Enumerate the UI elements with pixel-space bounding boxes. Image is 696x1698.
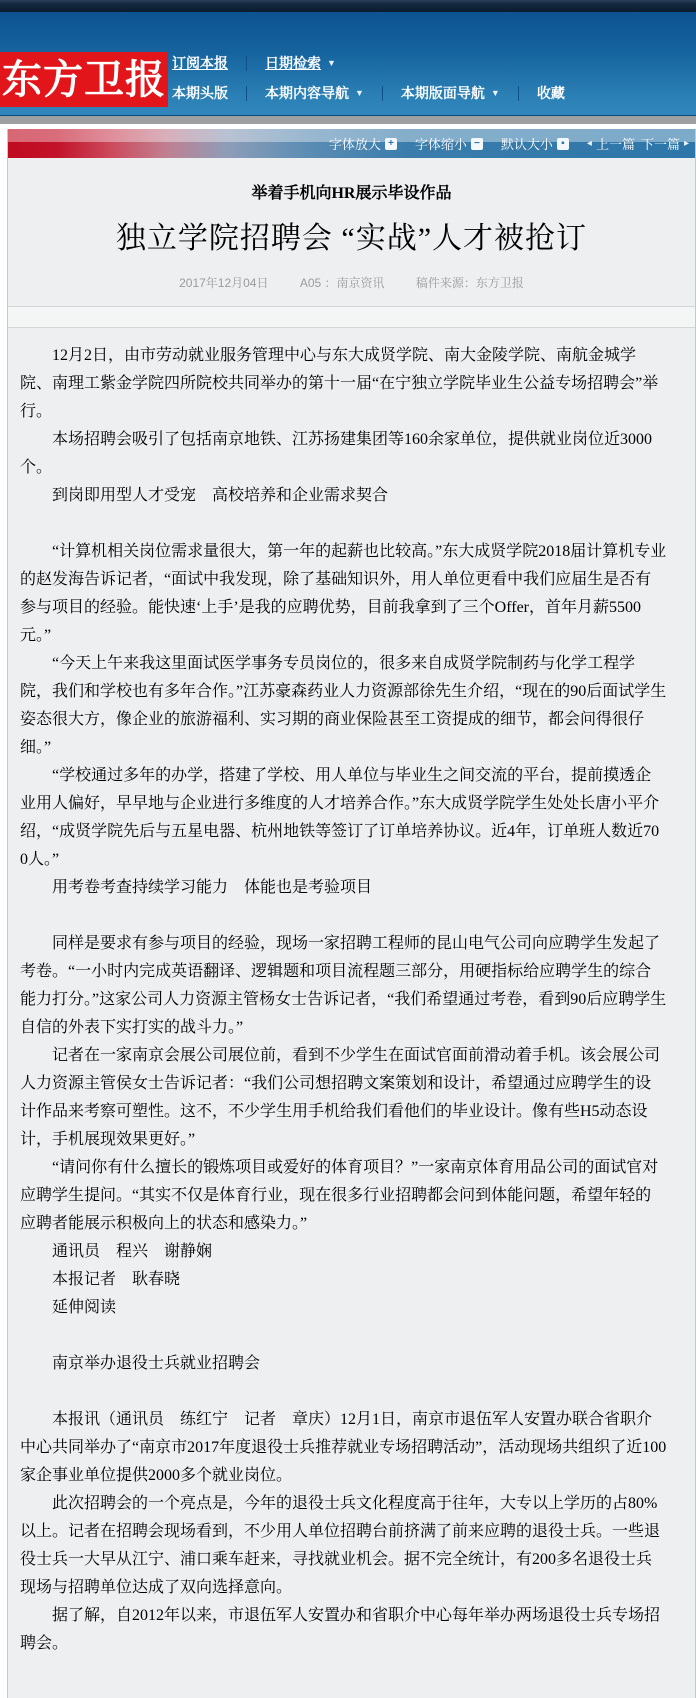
article-section: A05 ：南京资讯 (299, 276, 385, 290)
article-paragraph: 本报记者 耿春晓 (52, 1271, 181, 1288)
article-paragraph: 用考卷考查持续学习能力 体能也是考验项目 (52, 879, 373, 896)
font-default-button[interactable] (501, 134, 569, 153)
nav-layout-guide[interactable]: 本期版面导航 (400, 85, 485, 101)
article-toolbar (8, 129, 695, 158)
article-kicker: 举着手机向HR展示毕设作品 (251, 185, 452, 202)
nav-front-page[interactable]: 本期头版 (172, 85, 228, 101)
article-paragraph: 12月2日，由市劳动就业服务管理中心与东大成贤学院、南大金陵学院、南航金城学院、南理工紫金学院四所院校共同举办的第十一届“在宁独立学院毕业生公益专场招聘会”举行。 (20, 347, 659, 420)
nav-row-1 (172, 48, 565, 78)
minus-box-icon: − (471, 138, 483, 150)
article-paragraph: 同样是要求有参与项目的经验，现场一家招聘工程师的昆山电气公司向应聘学生发起了考卷。“一小时内完成英语翻译、逻辑题和项目流程题三部分，用硬指标给应聘学生的综合能力打分。”这家公司人力资源主管杨女士告诉记者，“我们希望通过考卷，看到90后应聘学生自信的外表下实打实的战斗力。” (20, 935, 667, 1036)
chevron-down-icon[interactable]: ▼ (490, 88, 500, 98)
nav-content-guide[interactable]: 本期内容导航 (265, 85, 349, 101)
next-article-label: 下一篇 (640, 137, 680, 152)
nav-divider (382, 86, 383, 101)
article-paragraph: 南京举办退役士兵就业招聘会 (52, 1355, 261, 1372)
arrow-right-icon: ▸ (683, 138, 689, 149)
arrow-left-icon: ◂ (586, 138, 592, 149)
nav-subscribe[interactable]: 订阅本报 (172, 55, 228, 71)
font-enlarge-button[interactable] (329, 134, 397, 153)
article-paragraph: 本场招聘会吸引了包括南京地铁、江苏扬建集团等160余家单位，提供就业岗位近3000个。 (20, 431, 653, 476)
article-paragraph: 据了解，自2012年以来，市退伍军人安置办和省职介中心每年举办两场退役士兵专场招聘会。 (20, 1607, 661, 1652)
article-paragraph: “计算机相关岗位需求量很大，第一年的起薪也比较高。”东大成贤学院2018届计算机专业的赵发海告诉记者，“面试中我发现，除了基础知识外，用人单位更看中我们应届生是否有参与项目的经验。能快速‘上手’是我的应聘优势，目前我拿到了三个Offer，首年月薪5500元。” (20, 543, 667, 644)
nav-divider (518, 86, 519, 101)
article-page-container (7, 129, 696, 1698)
article-paragraph: “请问你有什么擅长的锻炼项目或爱好的体育项目？”一家南京体育用品公司的面试官对应聘学生提问。“其实不仅是体育行业，现在很多行业招聘都会问到体能问题，希望年轻的应聘者能展示积极向上的状态和感染力。” (20, 1159, 659, 1232)
chevron-down-icon[interactable]: ▼ (355, 88, 364, 98)
article-title: 独立学院招聘会 “实战”人才被抢订 (115, 222, 588, 255)
site-header (0, 0, 696, 116)
article-source: 稿件来源：东方卫报 (415, 276, 524, 290)
article-paragraph: “今天上午来我这里面试医学事务专员岗位的，很多来自成贤学院制药与化学工程学院，我们和学校也有多年合作。”江苏豪森药业人力资源部徐先生介绍，“现在的90后面试学生姿态很大方，像企业的旅游福利、实习期的商业保险甚至工资提成的细节，都会问得很仔细。” (20, 655, 667, 756)
header-nav (172, 48, 565, 108)
plus-box-icon: + (385, 138, 397, 150)
nav-divider (246, 86, 247, 101)
nav-row-2 (172, 78, 565, 108)
article-paragraph: “学校通过多年的办学，搭建了学校、用人单位与毕业生之间交流的平台，提前摸透企业用人偏好，早早地与企业进行多维度的人才培养合作。”东大成贤学院学生处处长唐小平介绍，“成贤学院先后与五星电器、杭州地铁等签订了订单培养协议。近4年，订单班人数近700人。” (20, 767, 660, 868)
article-paragraph: 记者在一家南京会展公司展位前，看到不少学生在面试官面前滑动着手机。该会展公司人力资源主管侯女士告诉记者：“我们公司想招聘文案策划和设计，希望通过应聘学生的设计作品来考察可塑性。这不，不少学生用手机给我们看他们的毕业设计。像有些H5动态设计，手机展现效果更好。” (20, 1047, 661, 1148)
article-paragraph: 到岗即用型人才受宠 高校培养和企业需求契合 (52, 487, 389, 504)
font-shrink-button[interactable] (415, 134, 483, 153)
font-shrink-label: 字体缩小 (414, 137, 467, 152)
font-default-label: 默认大小 (500, 137, 553, 152)
square-box-icon: ▪ (557, 138, 569, 150)
title-body-divider (8, 306, 695, 328)
toolbar-items (8, 129, 695, 158)
prev-article-button[interactable] (587, 134, 635, 153)
title-block (8, 158, 695, 306)
gray-divider-strip (0, 116, 696, 124)
nav-favorite[interactable]: 收藏 (536, 85, 565, 101)
article-paragraph: 本报讯（通讯员 练红宁 记者 章庆）12月1日，南京市退伍军人安置办联合省职介中心共同举办了“南京市2017年度退役士兵推荐就业专场招聘活动”，活动现场共组织了近100家企事业单位提供2000多个就业岗位。 (20, 1411, 667, 1484)
nav-date-search[interactable]: 日期检索 (265, 55, 321, 71)
top-navy-bar (0, 0, 696, 12)
article-paragraph: 此次招聘会的一个亮点是，今年的退役士兵文化程度高于往年，大专以上学历的占80%以上。记者在招聘会现场看到，不少用人单位招聘台前挤满了前来应聘的退役士兵。一些退役士兵一大早从江宁、浦口乘车赶来，寻找就业机会。据不完全统计，有200多名退役士兵现场与招聘单位达成了双向选择意向。 (20, 1495, 661, 1596)
newspaper-logo[interactable]: 东方卫报 (0, 52, 168, 107)
article-body (8, 328, 695, 1698)
article-paragraph: 延伸阅读 (52, 1299, 117, 1316)
next-article-button[interactable] (641, 134, 689, 153)
article-date: 2017年12月04日 (179, 276, 269, 290)
article-paragraph: 通讯员 程兴 谢静娴 (52, 1243, 213, 1260)
font-enlarge-label: 字体放大 (328, 137, 381, 152)
header-band (0, 12, 696, 116)
article-meta (8, 274, 695, 306)
article-content (8, 158, 695, 1698)
prev-article-label: 上一篇 (595, 137, 635, 152)
chevron-down-icon[interactable]: ▼ (327, 58, 336, 68)
nav-divider (246, 56, 247, 71)
